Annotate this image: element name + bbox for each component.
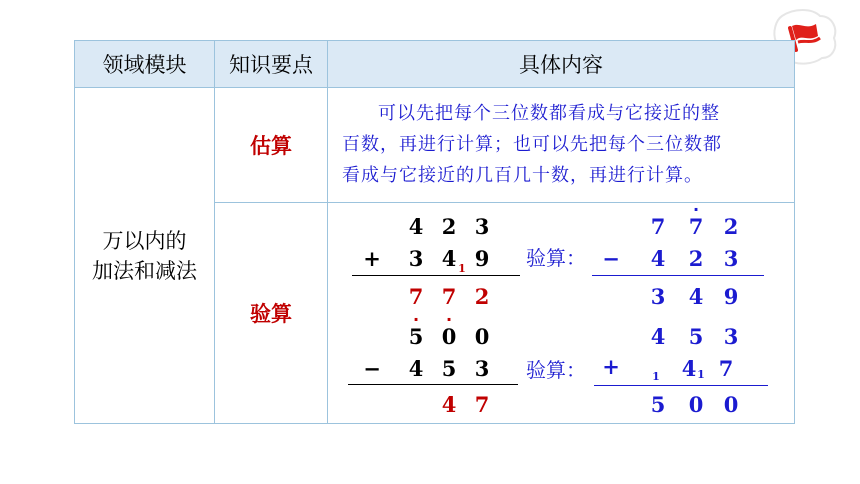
check2-bottom-digit: 7 — [718, 356, 734, 381]
domain-cell — [75, 88, 215, 424]
domain-line-2: 加法和减法 — [92, 258, 197, 283]
add-bottom-digit: 3 — [408, 246, 424, 271]
add-result-digit: 7 — [441, 284, 457, 309]
sub-bottom-digit: 3 — [474, 356, 490, 381]
header-domain: 领域模块 — [75, 41, 215, 88]
header-knowledge-point: 知识要点 — [215, 41, 328, 88]
estimate-line-2: 百数，再进行计算；也可以先把每个三位数都 — [342, 133, 722, 155]
check2-result-digit: 0 — [688, 392, 704, 417]
add-operator: + — [363, 246, 381, 271]
verify-label-1: 验算： — [526, 246, 586, 270]
check1-bottom-digit: 3 — [723, 246, 739, 271]
check2-operator: + — [602, 354, 620, 379]
add-top-digit: 3 — [474, 214, 490, 239]
add-bottom-digit: 4 — [441, 246, 457, 271]
check2-result-digit: 5 — [650, 392, 666, 417]
add-result-digit: 7 — [408, 284, 424, 309]
sub-top-digit: 0 — [441, 324, 457, 349]
sub-operator: − — [363, 356, 381, 381]
carry-dot: · — [445, 310, 453, 329]
check2-underline — [594, 385, 768, 386]
add-carry: 1 — [458, 262, 466, 275]
sub-top-digit: 5 — [408, 324, 424, 349]
estimate-row — [75, 88, 795, 203]
check1-underline — [592, 275, 764, 276]
borrow-dot: · — [692, 200, 700, 219]
sub-underline — [348, 384, 518, 385]
add-result-digit: 2 — [474, 284, 490, 309]
check2-top-digit: 3 — [723, 324, 739, 349]
check2-carry: 1 — [697, 368, 705, 381]
estimate-point: 估算 — [215, 88, 328, 203]
verify-content — [328, 200, 795, 424]
verify-point: 验算 — [215, 203, 328, 424]
verify-calculations — [328, 200, 795, 423]
add-underline — [352, 275, 520, 276]
check2-bottom-digit: 4 — [681, 356, 697, 381]
check1-top-digit: 7 — [688, 214, 704, 239]
estimate-line-1: 可以先把每个三位数都看成与它接近的整 — [378, 102, 720, 124]
sub-top-digit: 0 — [474, 324, 490, 349]
check1-bottom-digit: 2 — [688, 246, 704, 271]
check2-result-digit: 0 — [723, 392, 739, 417]
check2-top-digit: 4 — [650, 324, 666, 349]
domain-line-1: 万以内的 — [102, 228, 187, 253]
sub-bottom-digit: 5 — [441, 356, 457, 381]
add-top-digit: 2 — [441, 214, 457, 239]
sub-result-digit: 7 — [474, 392, 490, 417]
check1-operator: − — [602, 246, 620, 271]
knowledge-table — [74, 40, 795, 424]
check1-bottom-digit: 4 — [650, 246, 666, 271]
estimate-content — [328, 88, 795, 203]
table-header-row — [75, 41, 795, 88]
add-bottom-digit: 9 — [474, 246, 490, 271]
check1-top-digit: 7 — [650, 214, 666, 239]
check1-result-digit: 4 — [688, 284, 704, 309]
header-content: 具体内容 — [328, 41, 795, 88]
carry-dot: · — [412, 310, 420, 329]
check1-top-digit: 2 — [723, 214, 739, 239]
sub-bottom-digit: 4 — [408, 356, 424, 381]
check1-result-digit: 3 — [650, 284, 666, 309]
estimate-line-3: 看成与它接近的几百几十数，再进行计算。 — [342, 164, 703, 186]
check1-result-digit: 9 — [723, 284, 739, 309]
check2-top-digit: 5 — [688, 324, 704, 349]
check2-carry: 1 — [652, 370, 660, 383]
add-top-digit: 4 — [408, 214, 424, 239]
sub-result-digit: 4 — [441, 392, 457, 417]
verify-label-2: 验算： — [526, 358, 586, 382]
